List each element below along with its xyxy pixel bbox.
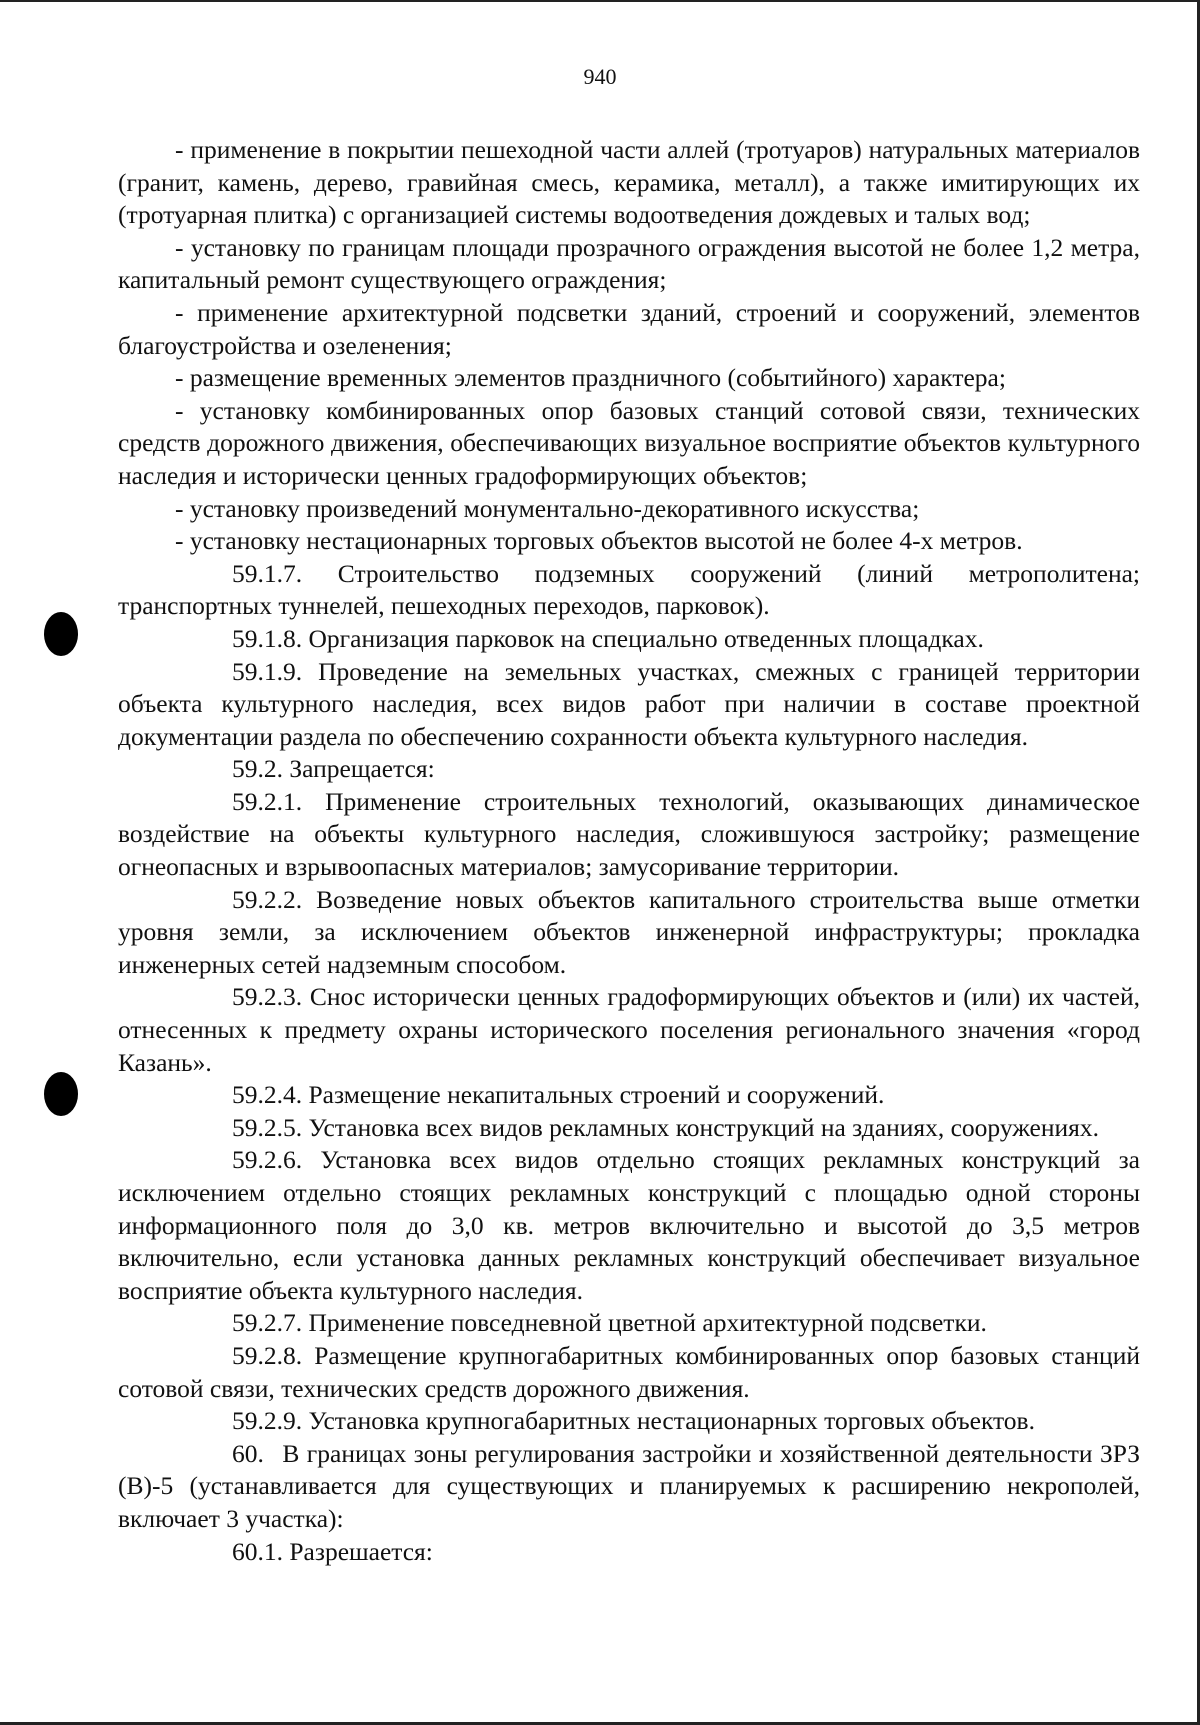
clause-text: Разрешается: xyxy=(289,1536,433,1566)
paragraph-text: - применение в покрытии пешеходной части аллей (тротуаров) натуральных материалов (гранит, камень, дерево, гравийная смесь, керамика, металл), а также имитирующих их (тротуарная плитка) с организацией системы водоотведения дождевых и талых вод; xyxy=(118,135,1140,230)
clause-number: 60. xyxy=(232,1438,264,1468)
paragraph xyxy=(118,232,1140,297)
clause-text: Размещение крупногабаритных комбинированных опор базовых станций сотовой связи, технических средств дорожного движения. xyxy=(118,1340,1140,1403)
clause-59-2 xyxy=(118,753,1140,786)
clause-text: Установка всех видов отдельно стоящих рекламных конструкций за исключением отдельно стоящих рекламных конструкций с площадью одной стороны информационного поля до 3,0 кв. метров включительно и высотой до 3,5 метров включительно, если установка данных рекламных конструкций обеспечивает визуальное восприятие объекта культурного наследия. xyxy=(118,1145,1140,1305)
paragraph xyxy=(118,297,1140,362)
page-number: 940 xyxy=(583,64,617,89)
clause-text: Запрещается: xyxy=(289,754,435,784)
clause-text: Возведение новых объектов капитального строительства выше отметки уровня земли, за исключением объектов инженерной инфраструктуры; прокладка инженерных сетей надземным способом. xyxy=(118,884,1140,979)
punch-hole-mark xyxy=(44,612,78,656)
clause-59-1-9 xyxy=(118,656,1140,754)
clause-59-2-5 xyxy=(118,1112,1140,1145)
paragraph xyxy=(118,493,1140,526)
paragraph-text: - установку нестационарных торговых объектов высотой не более 4-х метров. xyxy=(175,526,1023,556)
clause-59-2-7 xyxy=(118,1307,1140,1340)
clause-text: Размещение некапитальных строений и сооружений. xyxy=(308,1080,885,1110)
clause-59-2-1 xyxy=(118,786,1140,884)
clause-text: Организация парковок на специально отведенных площадках. xyxy=(308,623,984,653)
paragraph-text: - размещение временных элементов праздничного (событийного) характера; xyxy=(175,363,1006,393)
clause-text: Установка всех видов рекламных конструкций на зданиях, сооружениях. xyxy=(308,1112,1099,1142)
paragraph xyxy=(118,525,1140,558)
clause-number: 59.1.7. xyxy=(232,558,303,588)
paragraph xyxy=(118,395,1140,493)
paragraph-text: - установку произведений монументально-декоративного искусства; xyxy=(175,493,920,523)
clause-text: Снос исторически ценных градоформирующих объектов и (или) их частей, отнесенных к предмету охраны исторического поселения регионального значения «город Казань». xyxy=(118,982,1140,1077)
clause-59-1-8 xyxy=(118,623,1140,656)
clause-59-2-9 xyxy=(118,1405,1140,1438)
clause-number: 59.2.8. xyxy=(232,1340,303,1370)
clause-number: 59.2.1. xyxy=(232,786,303,816)
scan-border-top xyxy=(0,0,1200,2)
paragraph xyxy=(118,362,1140,395)
clause-text: Применение повседневной цветной архитектурной подсветки. xyxy=(308,1308,987,1338)
clause-text: Установка крупногабаритных нестационарных торговых объектов. xyxy=(308,1406,1035,1436)
clause-number: 60.1. xyxy=(232,1536,283,1566)
paragraph-text: - установку комбинированных опор базовых станций сотовой связи, технических средств дорожного движения, обеспечивающих визуальное восприятие объектов культурного наследия и исторически ценных градоформирующих объектов; xyxy=(118,395,1140,490)
clause-number: 59.2.9. xyxy=(232,1406,303,1436)
clause-59-2-2 xyxy=(118,884,1140,982)
clause-number: 59.2.5. xyxy=(232,1112,303,1142)
clause-59-2-6 xyxy=(118,1144,1140,1307)
clause-number: 59.1.9. xyxy=(232,656,303,686)
document-body xyxy=(118,134,1140,1568)
paragraph xyxy=(118,134,1140,232)
clause-number: 59.1.8. xyxy=(232,623,303,653)
clause-59-2-8 xyxy=(118,1340,1140,1405)
clause-number: 59.2.2. xyxy=(232,884,303,914)
clause-text: Строительство подземных сооружений (линий метрополитена; транспортных туннелей, пешеходных переходов, парковок). xyxy=(118,558,1140,621)
clause-text: В границах зоны регулирования застройки и хозяйственной деятельности ЗРЗ (В)-5 (устанавливается для существующих и планируемых к расширению некрополей, включает 3 участка): xyxy=(118,1438,1141,1533)
punch-hole-mark xyxy=(44,1072,78,1116)
clause-number: 59.2.7. xyxy=(232,1308,303,1338)
clause-text: Применение строительных технологий, оказывающих динамическое воздействие на объекты культурного наследия, сложившуюся застройку; размещение огнеопасных и взрывоопасных материалов; замусоривание территории. xyxy=(118,786,1140,882)
clause-number: 59.2. xyxy=(232,754,283,784)
paragraph-text: - применение архитектурной подсветки зданий, строений и сооружений, элементов благоустройства и озеленения; xyxy=(118,297,1140,360)
clause-number: 59.2.6. xyxy=(232,1145,303,1175)
clause-59-1-7 xyxy=(118,558,1140,623)
paragraph-text: - установку по границам площади прозрачного ограждения высотой не более 1,2 метра, капитальный ремонт существующего ограждения; xyxy=(118,232,1140,295)
clause-59-2-3 xyxy=(118,981,1140,1079)
clause-59-2-4 xyxy=(118,1079,1140,1112)
clause-60 xyxy=(118,1438,1140,1536)
clause-text: Проведение на земельных участках, смежных с границей территории объекта культурного наследия, всех видов работ при наличии в составе проектной документации раздела по обеспечению сохранности объекта культурного наследия. xyxy=(118,656,1140,751)
clause-60-1 xyxy=(118,1536,1140,1569)
clause-number: 59.2.4. xyxy=(232,1080,303,1110)
clause-number: 59.2.3. xyxy=(232,982,303,1012)
